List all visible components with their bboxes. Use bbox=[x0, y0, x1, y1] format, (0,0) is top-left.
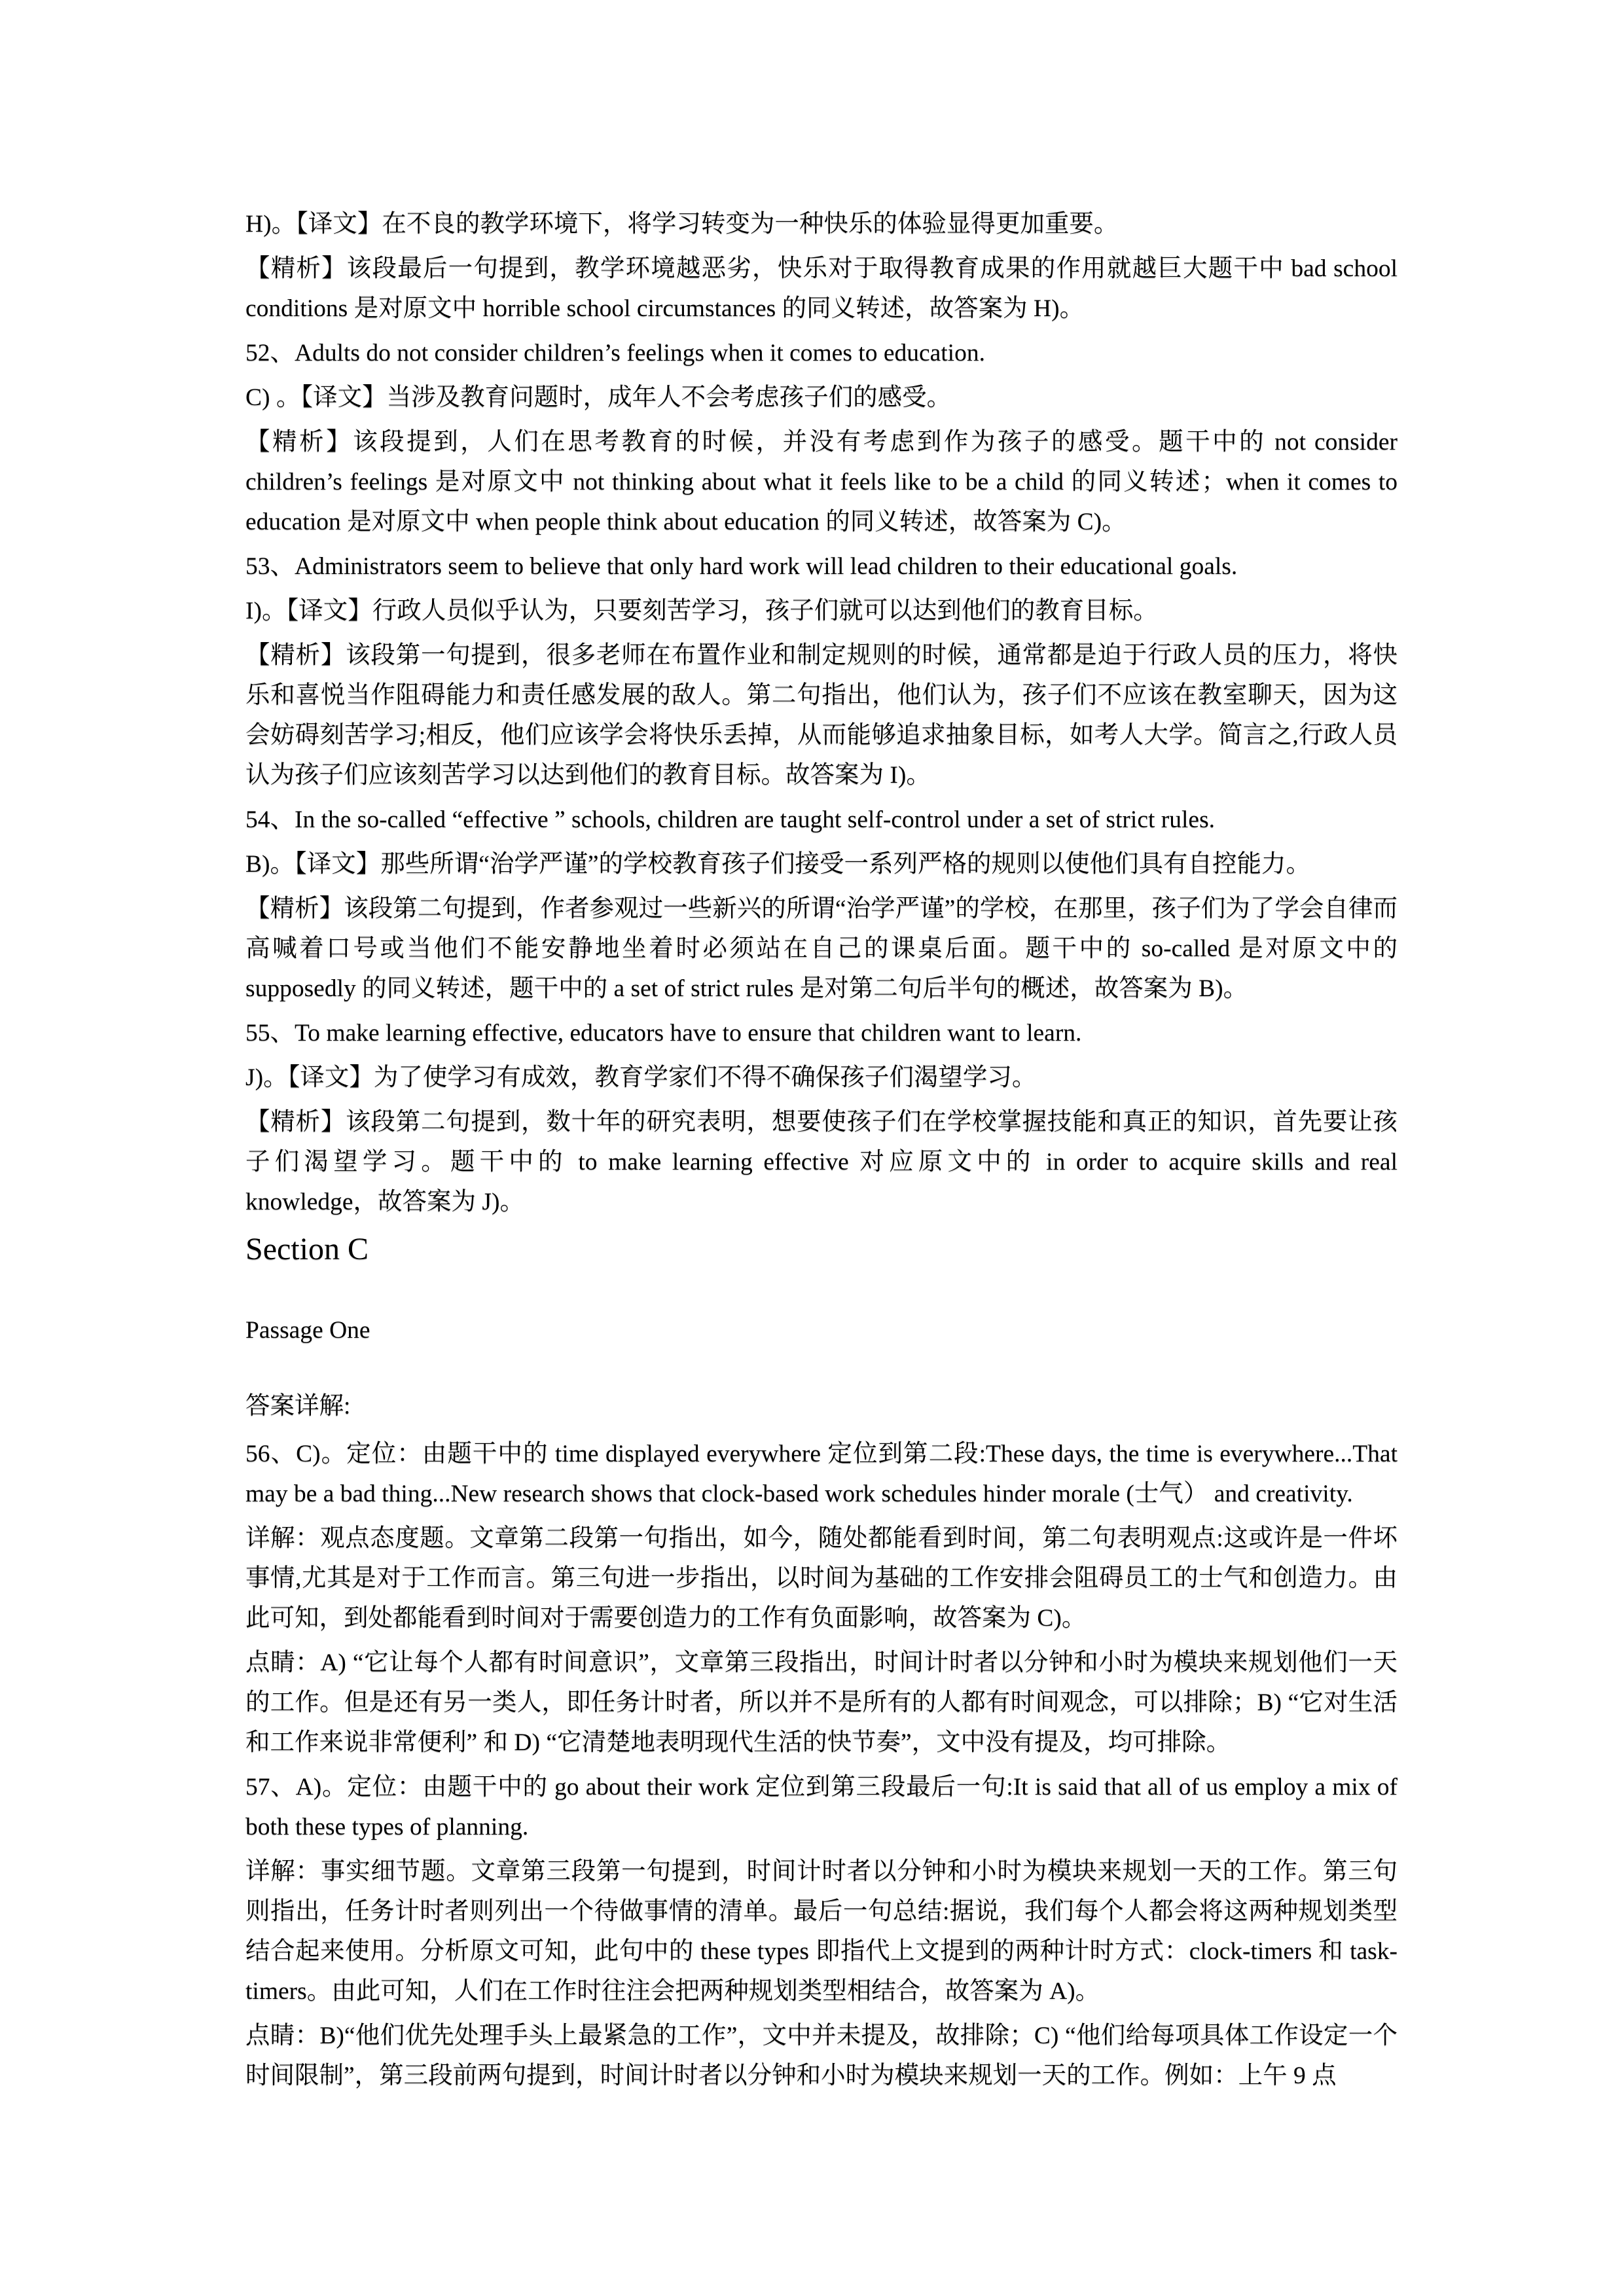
question-53: 53、Administrators seem to believe that only hard work will lead children to their educational goals. bbox=[245, 553, 1238, 580]
answer-57-location: 57、A)。定位：由题干中的 go about their work 定位到第三段最后一句:It is said that all of us employ a mix of both these types of planning. bbox=[245, 1774, 1398, 1840]
answer-57-detail: 详解：事实细节题。文章第三段第一句提到，时间计时者以分钟和小时为模块来规划一天的工作。第三句则指出，任务计时者则列出一个待做事情的清单。最后一句总结:据说，我们每个人都会将这两种规划类型结合起来使用。分析原文可知，此句中的 these types 即指代上文提到的两种计时方式：clock-timers 和 task-timers。由此可知，人们在工作时往注会把两种规划类型相结合，故答案为 A)。 bbox=[245, 1858, 1398, 2005]
passage-one-heading: Passage One bbox=[245, 1317, 370, 1344]
answer-54-analysis: 【精析】该段第二句提到，作者参观过一些新兴的所谓“治学严谨”的学校，在那里，孩子们为了学会自律而高喊着口号或当他们不能安静地坐着时必须站在自己的课桌后面。题干中的 so-called 是对原文中的 supposedly 的同义转述，题干中的 a set of strict rules 是对第二句后半句的概述，故答案为 B)。 bbox=[245, 895, 1398, 1002]
question-55: 55、To make learning effective, educators have to ensure that children want to learn. bbox=[245, 1020, 1082, 1047]
answer-51-translation: H)。【译文】在不良的教学环境下，将学习转变为一种快乐的体验显得更加重要。 bbox=[245, 211, 1119, 238]
answer-55-translation: J)。【译文】为了使学习有成效，教育学家们不得不确保孩子们渴望学习。 bbox=[245, 1064, 1037, 1091]
answer-51-analysis: 【精析】该段最后一句提到，教学环境越恶劣，快乐对于取得教育成果的作用就越巨大题干中 bad school conditions 是对原文中 horrible school circumstances 的同义转述，故答案为 H)。 bbox=[245, 255, 1398, 322]
answer-52-analysis: 【精析】该段提到，人们在思考教育的时候，并没有考虑到作为孩子的感受。题干中的 not consider children’s feelings 是对原文中 not thinking about what it feels like to be a child 的同义转述；when it comes to education 是对原文中 when people think about education 的同义转述，故答案为 C)。 bbox=[245, 429, 1398, 535]
answer-52-translation: C) 。【译文】当涉及教育问题时，成年人不会考虑孩子们的感受。 bbox=[245, 384, 952, 411]
answer-53-analysis: 【精析】该段第一句提到，很多老师在布置作业和制定规则的时候，通常都是迫于行政人员的压力，将快乐和喜悦当作阻碍能力和责任感发展的敌人。第二句指出，他们认为，孩子们不应该在教室聊天，因为这会妨碍刻苦学习;相反，他们应该学会将快乐丢掉，从而能够追求抽象目标，如考人大学。简言之,行政人员认为孩子们应该刻苦学习以达到他们的教育目标。故答案为 I)。 bbox=[245, 642, 1398, 789]
section-c-heading: Section C bbox=[245, 1232, 369, 1266]
question-52: 52、Adults do not consider children’s feelings when it comes to education. bbox=[245, 340, 985, 367]
answer-57-tips: 点睛：B)“他们优先处理手头上最紧急的工作”，文中并未提及，故排除；C) “他们给每项具体工作设定一个时间限制”，第三段前两句提到，时间计时者以分钟和小时为模块来规划一天的工作。例如：上午 9 点 bbox=[245, 2022, 1398, 2089]
answer-53-translation: I)。【译文】行政人员似乎认为，只要刻苦学习，孩子们就可以达到他们的教育目标。 bbox=[245, 598, 1158, 624]
document-page bbox=[245, 204, 1398, 2100]
answer-55-analysis: 【精析】该段第二句提到，数十年的研究表明，想要使孩子们在学校掌握技能和真正的知识，首先要让孩子们渴望学习。题干中的 to make learning effective 对应原文中的 in order to acquire skills and real knowledge，故答案为 J)。 bbox=[245, 1109, 1398, 1215]
answer-56-tips: 点睛：A) “它让每个人都有时间意识”，文章第三段指出，时间计时者以分钟和小时为模块来规划他们一天的工作。但是还有另一类人，即任务计时者，所以并不是所有的人都有时间观念，可以排除；B) “它对生活和工作来说非常便利” 和 D) “它清楚地表明现代生活的快节奏”，文中没有提及，均可排除。 bbox=[245, 1649, 1398, 1756]
answer-detail-label: 答案详解: bbox=[245, 1393, 351, 1420]
answer-56-detail: 详解：观点态度题。文章第二段第一句指出，如今，随处都能看到时间，第二句表明观点:这或许是一件坏事情,尤其是对于工作而言。第三句进一步指出，以时间为基础的工作安排会阻碍员工的士气和创造力。由此可知，到处都能看到时间对于需要创造力的工作有负面影响，故答案为 C)。 bbox=[245, 1525, 1398, 1632]
question-54: 54、In the so-called “effective ” schools, children are taught self-control under a set of strict rules. bbox=[245, 806, 1216, 833]
answer-56-location: 56、C)。定位：由题干中的 time displayed everywhere 定位到第二段:These days, the time is everywhere...That may be a bad thing...New research shows that clock-based work schedules hinder morale (士气） and creativity. bbox=[245, 1441, 1398, 1507]
answer-54-translation: B)。【译文】那些所谓“治学严谨”的学校教育孩子们接受一系列严格的规则以使他们具有自控能力。 bbox=[245, 851, 1311, 878]
